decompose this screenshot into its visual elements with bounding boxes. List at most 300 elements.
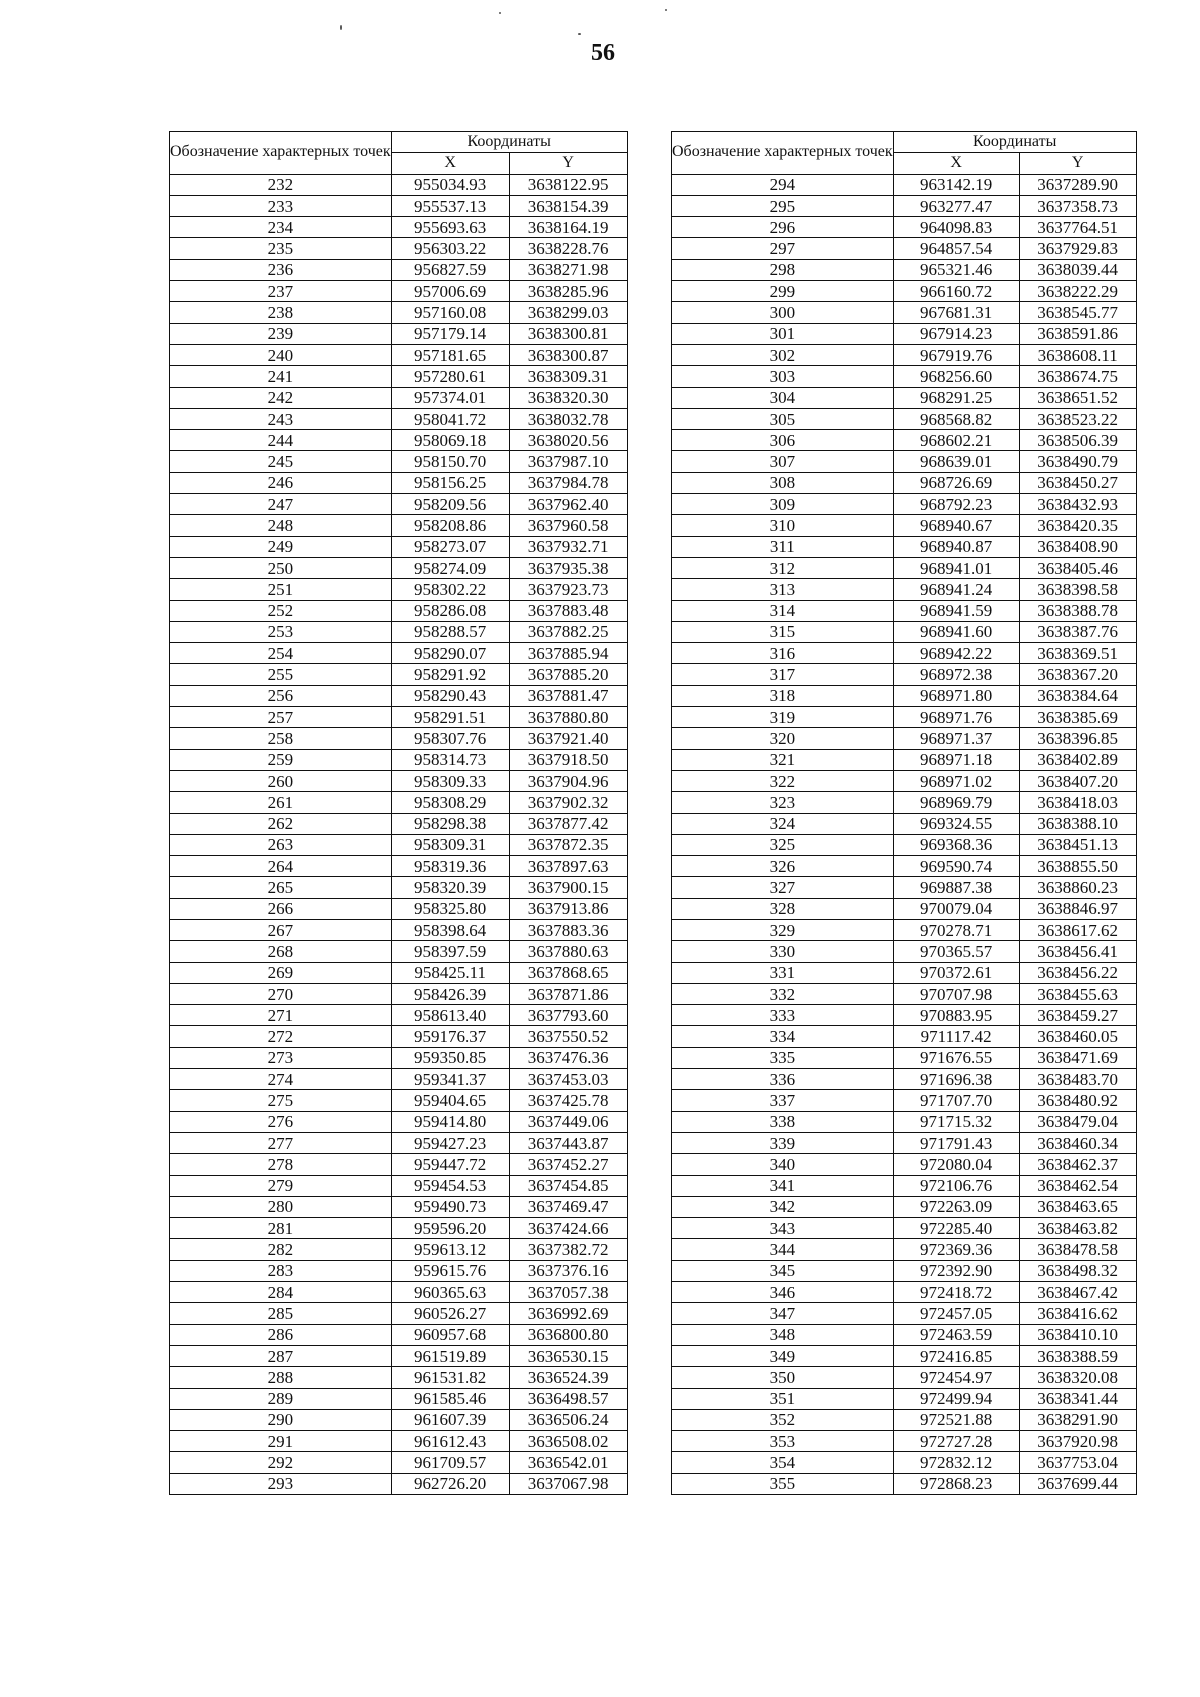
x-cell: 955537.13: [391, 195, 509, 216]
table-row: [672, 856, 1137, 877]
point-cell: 259: [170, 749, 392, 770]
y-cell: 3638020.56: [509, 430, 627, 451]
x-cell: 959615.76: [391, 1260, 509, 1281]
point-cell: 349: [672, 1345, 894, 1366]
x-cell: 967681.31: [893, 302, 1019, 323]
y-cell: 3638463.82: [1019, 1218, 1136, 1239]
x-cell: 972463.59: [893, 1324, 1019, 1345]
y-cell: 3637880.80: [509, 707, 627, 728]
y-cell: 3638451.13: [1019, 834, 1136, 855]
point-cell: 277: [170, 1132, 392, 1153]
y-cell: 3638498.32: [1019, 1260, 1136, 1281]
table-row: [672, 621, 1137, 642]
table-row: [672, 515, 1137, 536]
point-cell: 324: [672, 813, 894, 834]
x-cell: 972418.72: [893, 1282, 1019, 1303]
x-cell: 972457.05: [893, 1303, 1019, 1324]
x-cell: 961531.82: [391, 1367, 509, 1388]
point-cell: 246: [170, 472, 392, 493]
y-cell: 3637935.38: [509, 557, 627, 578]
y-cell: 3637550.52: [509, 1026, 627, 1047]
y-cell: 3638463.65: [1019, 1196, 1136, 1217]
x-cell: 958398.64: [391, 919, 509, 940]
point-cell: 315: [672, 621, 894, 642]
table-row: [170, 195, 628, 216]
y-cell: 3638300.87: [509, 344, 627, 365]
y-cell: 3637067.98: [509, 1473, 627, 1494]
header-x-label: X: [391, 153, 509, 174]
x-cell: 971696.38: [893, 1069, 1019, 1090]
table-row: [672, 557, 1137, 578]
table-row: [170, 621, 628, 642]
x-cell: 959350.85: [391, 1047, 509, 1068]
x-cell: 970278.71: [893, 919, 1019, 940]
y-cell: 3638285.96: [509, 281, 627, 302]
point-cell: 333: [672, 1005, 894, 1026]
point-cell: 355: [672, 1473, 894, 1494]
table-row: [170, 472, 628, 493]
point-cell: 291: [170, 1431, 392, 1452]
point-cell: 278: [170, 1154, 392, 1175]
x-cell: 972416.85: [893, 1345, 1019, 1366]
point-cell: 318: [672, 685, 894, 706]
table-row: [170, 1196, 628, 1217]
point-cell: 248: [170, 515, 392, 536]
y-cell: 3637454.85: [509, 1175, 627, 1196]
x-cell: 969887.38: [893, 877, 1019, 898]
x-cell: 968971.37: [893, 728, 1019, 749]
x-cell: 972832.12: [893, 1452, 1019, 1473]
point-cell: 301: [672, 323, 894, 344]
point-cell: 275: [170, 1090, 392, 1111]
y-cell: 3638367.20: [1019, 664, 1136, 685]
table-row: [672, 643, 1137, 664]
x-cell: 958041.72: [391, 408, 509, 429]
table-row: [170, 217, 628, 238]
table-row: [672, 685, 1137, 706]
point-cell: 263: [170, 834, 392, 855]
y-cell: 3637885.94: [509, 643, 627, 664]
point-cell: 284: [170, 1282, 392, 1303]
x-cell: 972106.76: [893, 1175, 1019, 1196]
y-cell: 3637960.58: [509, 515, 627, 536]
x-cell: 968941.59: [893, 600, 1019, 621]
header-coords-label: Координаты: [391, 132, 627, 153]
point-cell: 294: [672, 174, 894, 195]
coordinates-table-right: [671, 131, 1137, 1495]
point-cell: 282: [170, 1239, 392, 1260]
point-cell: 266: [170, 898, 392, 919]
table-row: [170, 1388, 628, 1409]
table-row: [170, 1090, 628, 1111]
y-cell: 3638387.76: [1019, 621, 1136, 642]
x-cell: 968971.02: [893, 770, 1019, 791]
table-row: [672, 770, 1137, 791]
y-cell: 3638398.58: [1019, 579, 1136, 600]
table-row: [170, 792, 628, 813]
y-cell: 3637453.03: [509, 1069, 627, 1090]
y-cell: 3638490.79: [1019, 451, 1136, 472]
point-cell: 317: [672, 664, 894, 685]
point-cell: 285: [170, 1303, 392, 1324]
y-cell: 3638450.27: [1019, 472, 1136, 493]
table-row: [672, 1260, 1137, 1281]
y-cell: 3638418.03: [1019, 792, 1136, 813]
y-cell: 3638228.76: [509, 238, 627, 259]
table-row: [170, 728, 628, 749]
point-cell: 297: [672, 238, 894, 259]
table-row: [672, 1367, 1137, 1388]
y-cell: 3637984.78: [509, 472, 627, 493]
point-cell: 316: [672, 643, 894, 664]
y-cell: 3637424.66: [509, 1218, 627, 1239]
x-cell: 968940.67: [893, 515, 1019, 536]
x-cell: 961519.89: [391, 1345, 509, 1366]
table-row: [672, 1047, 1137, 1068]
x-cell: 963277.47: [893, 195, 1019, 216]
x-cell: 964857.54: [893, 238, 1019, 259]
point-cell: 236: [170, 259, 392, 280]
y-cell: 3638471.69: [1019, 1047, 1136, 1068]
x-cell: 970883.95: [893, 1005, 1019, 1026]
y-cell: 3637897.63: [509, 856, 627, 877]
y-cell: 3636508.02: [509, 1431, 627, 1452]
y-cell: 3638506.39: [1019, 430, 1136, 451]
point-cell: 306: [672, 430, 894, 451]
point-cell: 319: [672, 707, 894, 728]
point-cell: 298: [672, 259, 894, 280]
table-row: [672, 1005, 1137, 1026]
table-row: [672, 877, 1137, 898]
y-cell: 3637449.06: [509, 1111, 627, 1132]
point-cell: 242: [170, 387, 392, 408]
x-cell: 958309.33: [391, 770, 509, 791]
x-cell: 958274.09: [391, 557, 509, 578]
table-row: [672, 408, 1137, 429]
y-cell: 3638405.46: [1019, 557, 1136, 578]
point-cell: 310: [672, 515, 894, 536]
x-cell: 968291.25: [893, 387, 1019, 408]
x-cell: 958309.31: [391, 834, 509, 855]
point-cell: 339: [672, 1132, 894, 1153]
table-row: [672, 898, 1137, 919]
x-cell: 958314.73: [391, 749, 509, 770]
y-cell: 3638291.90: [1019, 1409, 1136, 1430]
point-cell: 342: [672, 1196, 894, 1217]
y-cell: 3638462.37: [1019, 1154, 1136, 1175]
y-cell: 3638164.19: [509, 217, 627, 238]
x-cell: 958208.86: [391, 515, 509, 536]
x-cell: 967919.76: [893, 344, 1019, 365]
y-cell: 3638479.04: [1019, 1111, 1136, 1132]
x-cell: 957179.14: [391, 323, 509, 344]
point-cell: 331: [672, 962, 894, 983]
table-row: [672, 430, 1137, 451]
x-cell: 958156.25: [391, 472, 509, 493]
point-cell: 251: [170, 579, 392, 600]
x-cell: 959427.23: [391, 1132, 509, 1153]
y-cell: 3637932.71: [509, 536, 627, 557]
table-row: [170, 1069, 628, 1090]
point-cell: 308: [672, 472, 894, 493]
point-cell: 329: [672, 919, 894, 940]
point-cell: 244: [170, 430, 392, 451]
x-cell: 971791.43: [893, 1132, 1019, 1153]
point-cell: 337: [672, 1090, 894, 1111]
y-cell: 3638456.22: [1019, 962, 1136, 983]
table-row: [170, 1431, 628, 1452]
y-cell: 3638320.08: [1019, 1367, 1136, 1388]
y-cell: 3638299.03: [509, 302, 627, 323]
point-cell: 325: [672, 834, 894, 855]
x-cell: 972285.40: [893, 1218, 1019, 1239]
y-cell: 3636498.57: [509, 1388, 627, 1409]
x-cell: 958209.56: [391, 494, 509, 515]
point-cell: 255: [170, 664, 392, 685]
x-cell: 972263.09: [893, 1196, 1019, 1217]
x-cell: 958288.57: [391, 621, 509, 642]
header-y-label: Y: [1019, 153, 1136, 174]
x-cell: 958308.29: [391, 792, 509, 813]
table-row: [170, 1452, 628, 1473]
x-cell: 970372.61: [893, 962, 1019, 983]
table-row: [672, 1282, 1137, 1303]
point-cell: 286: [170, 1324, 392, 1345]
x-cell: 959454.53: [391, 1175, 509, 1196]
point-cell: 295: [672, 195, 894, 216]
x-cell: 959414.80: [391, 1111, 509, 1132]
y-cell: 3636542.01: [509, 1452, 627, 1473]
point-cell: 311: [672, 536, 894, 557]
y-cell: 3638432.93: [1019, 494, 1136, 515]
x-cell: 959176.37: [391, 1026, 509, 1047]
point-cell: 347: [672, 1303, 894, 1324]
point-cell: 254: [170, 643, 392, 664]
point-cell: 238: [170, 302, 392, 323]
point-cell: 352: [672, 1409, 894, 1430]
y-cell: 3637452.27: [509, 1154, 627, 1175]
y-cell: 3637904.96: [509, 770, 627, 791]
y-cell: 3638523.22: [1019, 408, 1136, 429]
y-cell: 3638396.85: [1019, 728, 1136, 749]
y-cell: 3637900.15: [509, 877, 627, 898]
x-cell: 971676.55: [893, 1047, 1019, 1068]
table-row: [672, 1431, 1137, 1452]
y-cell: 3638271.98: [509, 259, 627, 280]
table-row: [170, 770, 628, 791]
point-cell: 232: [170, 174, 392, 195]
point-cell: 276: [170, 1111, 392, 1132]
y-cell: 3638039.44: [1019, 259, 1136, 280]
y-cell: 3637885.20: [509, 664, 627, 685]
table-row: [170, 281, 628, 302]
x-cell: 968971.18: [893, 749, 1019, 770]
point-cell: 299: [672, 281, 894, 302]
point-cell: 274: [170, 1069, 392, 1090]
point-cell: 332: [672, 983, 894, 1004]
y-cell: 3638309.31: [509, 366, 627, 387]
table-row: [672, 728, 1137, 749]
point-cell: 241: [170, 366, 392, 387]
x-cell: 959447.72: [391, 1154, 509, 1175]
x-cell: 960526.27: [391, 1303, 509, 1324]
table-row: [170, 983, 628, 1004]
table-row: [672, 834, 1137, 855]
table-row: [170, 579, 628, 600]
x-cell: 960957.68: [391, 1324, 509, 1345]
y-cell: 3638467.42: [1019, 1282, 1136, 1303]
table-row: [672, 1239, 1137, 1260]
table-row: [170, 1324, 628, 1345]
point-cell: 240: [170, 344, 392, 365]
table-row: [672, 387, 1137, 408]
table-row: [170, 259, 628, 280]
table-row: [672, 792, 1137, 813]
x-cell: 958290.07: [391, 643, 509, 664]
y-cell: 3637057.38: [509, 1282, 627, 1303]
point-cell: 281: [170, 1218, 392, 1239]
table-row: [672, 174, 1137, 195]
point-cell: 341: [672, 1175, 894, 1196]
x-cell: 959613.12: [391, 1239, 509, 1260]
x-cell: 968602.21: [893, 430, 1019, 451]
y-cell: 3638591.86: [1019, 323, 1136, 344]
y-cell: 3636524.39: [509, 1367, 627, 1388]
table-row: [672, 536, 1137, 557]
x-cell: 972868.23: [893, 1473, 1019, 1494]
table-row: [672, 1218, 1137, 1239]
y-cell: 3638408.90: [1019, 536, 1136, 557]
y-cell: 3638402.89: [1019, 749, 1136, 770]
table-row: [672, 238, 1137, 259]
x-cell: 972454.97: [893, 1367, 1019, 1388]
point-cell: 283: [170, 1260, 392, 1281]
x-cell: 968256.60: [893, 366, 1019, 387]
y-cell: 3638674.75: [1019, 366, 1136, 387]
y-cell: 3636530.15: [509, 1345, 627, 1366]
y-cell: 3638410.10: [1019, 1324, 1136, 1345]
x-cell: 958325.80: [391, 898, 509, 919]
table-row: [672, 1388, 1137, 1409]
x-cell: 956827.59: [391, 259, 509, 280]
table-row: [170, 898, 628, 919]
point-cell: 234: [170, 217, 392, 238]
table-row: [170, 238, 628, 259]
y-cell: 3636992.69: [509, 1303, 627, 1324]
point-cell: 336: [672, 1069, 894, 1090]
x-cell: 958298.38: [391, 813, 509, 834]
y-cell: 3637883.36: [509, 919, 627, 940]
x-cell: 963142.19: [893, 174, 1019, 195]
table-row: [672, 1452, 1137, 1473]
y-cell: 3638860.23: [1019, 877, 1136, 898]
y-cell: 3637883.48: [509, 600, 627, 621]
y-cell: 3638388.59: [1019, 1345, 1136, 1366]
y-cell: 3637753.04: [1019, 1452, 1136, 1473]
header-y-label: Y: [509, 153, 627, 174]
point-cell: 279: [170, 1175, 392, 1196]
y-cell: 3638388.10: [1019, 813, 1136, 834]
table-row: [170, 430, 628, 451]
table-row: [170, 685, 628, 706]
x-cell: 971715.32: [893, 1111, 1019, 1132]
table-row: [672, 749, 1137, 770]
y-cell: 3637902.32: [509, 792, 627, 813]
table-row: [170, 1026, 628, 1047]
x-cell: 958291.51: [391, 707, 509, 728]
x-cell: 957181.65: [391, 344, 509, 365]
point-cell: 323: [672, 792, 894, 813]
point-cell: 245: [170, 451, 392, 472]
x-cell: 968940.87: [893, 536, 1019, 557]
point-cell: 351: [672, 1388, 894, 1409]
y-cell: 3638456.41: [1019, 941, 1136, 962]
point-cell: 253: [170, 621, 392, 642]
y-cell: 3637443.87: [509, 1132, 627, 1153]
table-row: [170, 749, 628, 770]
x-cell: 958302.22: [391, 579, 509, 600]
point-cell: 267: [170, 919, 392, 940]
point-cell: 250: [170, 557, 392, 578]
x-cell: 961585.46: [391, 1388, 509, 1409]
point-cell: 273: [170, 1047, 392, 1068]
x-cell: 958286.08: [391, 600, 509, 621]
point-cell: 345: [672, 1260, 894, 1281]
table-row: [672, 579, 1137, 600]
x-cell: 970707.98: [893, 983, 1019, 1004]
table-row: [170, 1345, 628, 1366]
x-cell: 970365.57: [893, 941, 1019, 962]
point-cell: 261: [170, 792, 392, 813]
x-cell: 968941.01: [893, 557, 1019, 578]
y-cell: 3638608.11: [1019, 344, 1136, 365]
x-cell: 960365.63: [391, 1282, 509, 1303]
y-cell: 3637872.35: [509, 834, 627, 855]
point-cell: 252: [170, 600, 392, 621]
y-cell: 3638032.78: [509, 408, 627, 429]
x-cell: 968568.82: [893, 408, 1019, 429]
table-row: [672, 1175, 1137, 1196]
x-cell: 971707.70: [893, 1090, 1019, 1111]
x-cell: 957160.08: [391, 302, 509, 323]
point-cell: 288: [170, 1367, 392, 1388]
y-cell: 3638122.95: [509, 174, 627, 195]
point-cell: 350: [672, 1367, 894, 1388]
x-cell: 972499.94: [893, 1388, 1019, 1409]
table-row: [672, 813, 1137, 834]
header-point-label: Обозначение характерных точек: [672, 132, 894, 175]
y-cell: 3637920.98: [1019, 1431, 1136, 1452]
x-cell: 958397.59: [391, 941, 509, 962]
y-cell: 3637923.73: [509, 579, 627, 600]
point-cell: 313: [672, 579, 894, 600]
point-cell: 293: [170, 1473, 392, 1494]
y-cell: 3637868.65: [509, 962, 627, 983]
table-row: [170, 856, 628, 877]
y-cell: 3637913.86: [509, 898, 627, 919]
point-cell: 314: [672, 600, 894, 621]
table-row: [170, 451, 628, 472]
y-cell: 3638846.97: [1019, 898, 1136, 919]
point-cell: 289: [170, 1388, 392, 1409]
point-cell: 237: [170, 281, 392, 302]
x-cell: 961607.39: [391, 1409, 509, 1430]
table-row: [170, 600, 628, 621]
x-cell: 958320.39: [391, 877, 509, 898]
y-cell: 3637918.50: [509, 749, 627, 770]
point-cell: 334: [672, 1026, 894, 1047]
x-cell: 968969.79: [893, 792, 1019, 813]
